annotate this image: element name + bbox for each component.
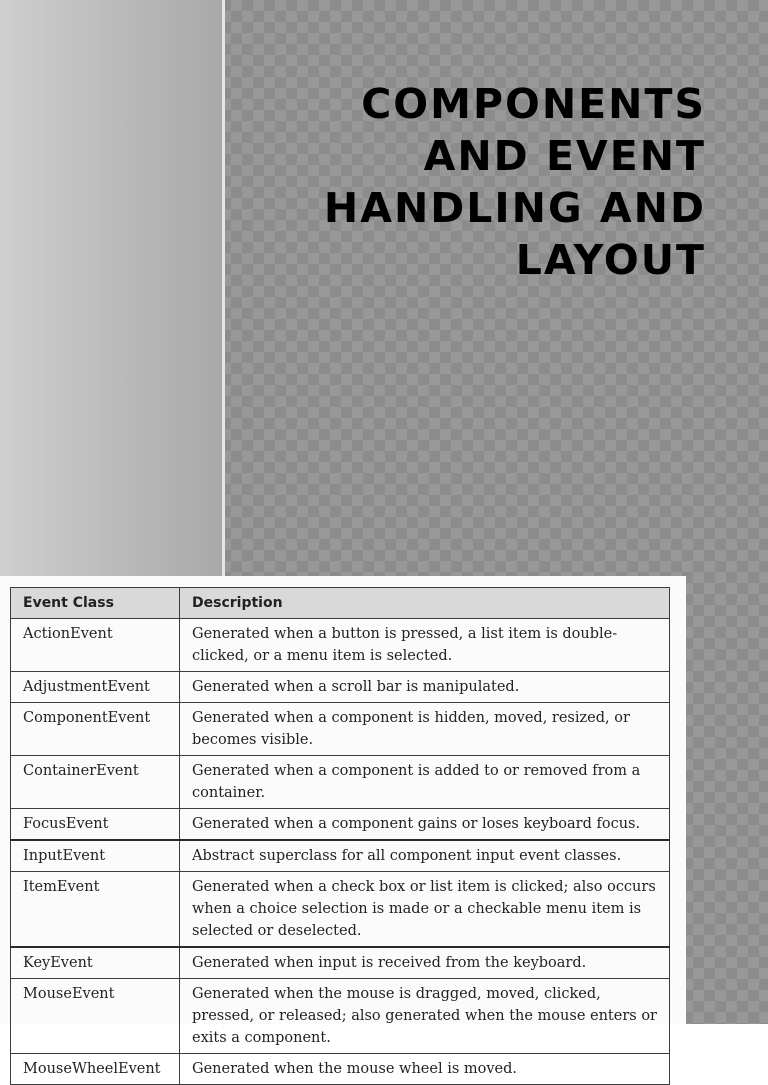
- description-cell: Generated when a component is added to or removed from a container.: [180, 756, 670, 809]
- table-row: [11, 619, 670, 672]
- description-cell: Generated when a check box or list item is clicked; also occurs when a choice selection is made or a checkable menu item is selected or deselected.: [180, 872, 670, 948]
- slide-title: COMPONENTS AND EVENT HANDLING AND LAYOUT: [323, 80, 706, 284]
- table-row: [11, 979, 670, 1054]
- description-cell: Generated when the mouse wheel is moved.: [180, 1054, 670, 1085]
- event-class-cell: FocusEvent: [11, 809, 180, 841]
- table-row: [11, 872, 670, 948]
- description-cell: Abstract superclass for all component input event classes.: [180, 840, 670, 872]
- table-header-row: [11, 588, 670, 619]
- description-cell: Generated when the mouse is dragged, moved, clicked, pressed, or released; also generated when the mouse enters or exits a component.: [180, 979, 670, 1054]
- description-cell: Generated when a component gains or loses keyboard focus.: [180, 809, 670, 841]
- event-class-cell: ComponentEvent: [11, 703, 180, 756]
- left-gradient-panel: [0, 0, 225, 576]
- description-cell: Generated when a button is pressed, a list item is double-clicked, or a menu item is selected.: [180, 619, 670, 672]
- event-class-cell: AdjustmentEvent: [11, 672, 180, 703]
- header-event-class: Event Class: [11, 588, 180, 619]
- table-row: [11, 703, 670, 756]
- event-class-cell: MouseEvent: [11, 979, 180, 1054]
- event-class-cell: ItemEvent: [11, 872, 180, 948]
- table-row: [11, 947, 670, 979]
- table-row: [11, 672, 670, 703]
- table-row: [11, 756, 670, 809]
- event-class-cell: InputEvent: [11, 840, 180, 872]
- description-cell: Generated when a component is hidden, moved, resized, or becomes visible.: [180, 703, 670, 756]
- table-row: [11, 1054, 670, 1085]
- table-row: [11, 840, 670, 872]
- event-class-cell: ActionEvent: [11, 619, 180, 672]
- table-image-area: [0, 576, 686, 1077]
- event-class-table: [10, 587, 670, 1085]
- event-class-cell: MouseWheelEvent: [11, 1054, 180, 1085]
- description-cell: Generated when input is received from the keyboard.: [180, 947, 670, 979]
- event-class-cell: KeyEvent: [11, 947, 180, 979]
- header-description: Description: [180, 588, 670, 619]
- event-class-cell: ContainerEvent: [11, 756, 180, 809]
- description-cell: Generated when a scroll bar is manipulated.: [180, 672, 670, 703]
- table-row: [11, 809, 670, 841]
